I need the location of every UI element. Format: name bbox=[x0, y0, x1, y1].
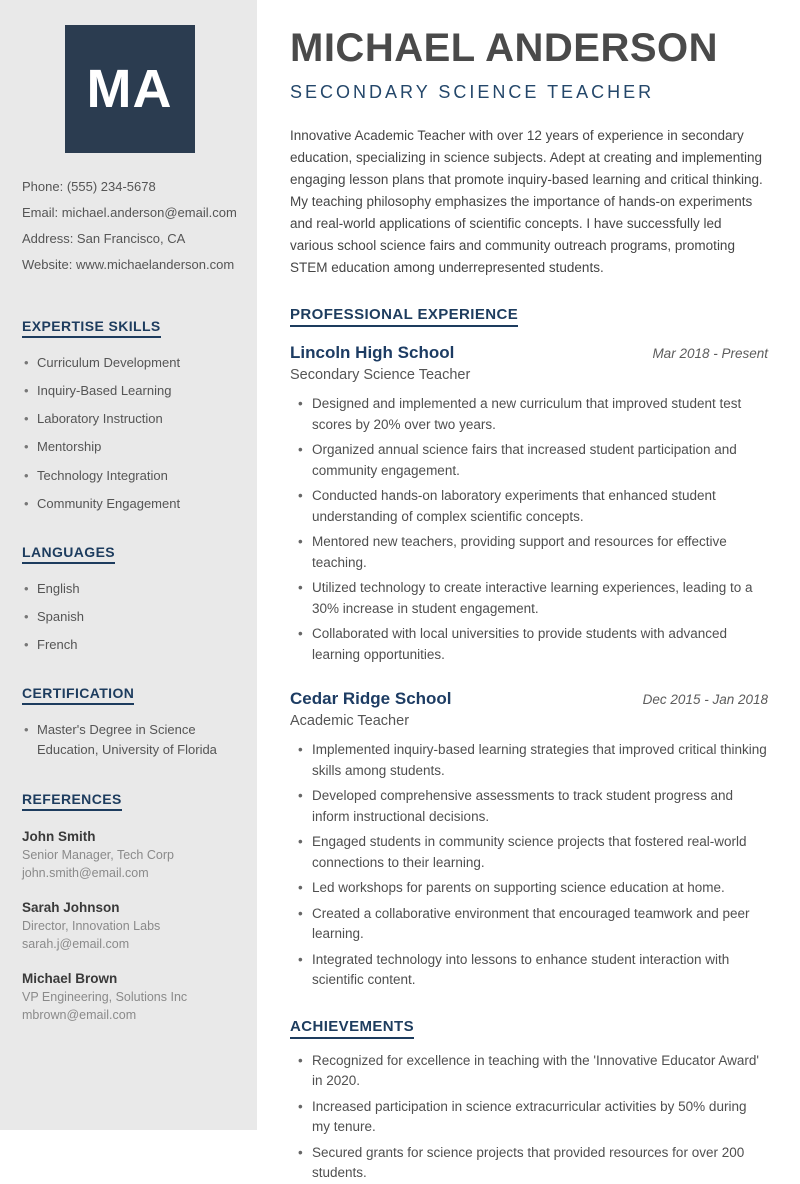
job-bullet: • Engaged students in community science projects that fostered real-world connections to their learning. bbox=[290, 832, 768, 873]
job-bullet: • Mentored new teachers, providing support and resources for effective teaching. bbox=[290, 532, 768, 573]
achievement-item: • Secured grants for science projects that provided resources for over 200 students. bbox=[290, 1143, 768, 1184]
certification-list bbox=[22, 720, 237, 760]
job-header bbox=[290, 343, 768, 363]
job-bullet: • Created a collaborative environment that encouraged teamwork and peer learning. bbox=[290, 904, 768, 945]
certification-heading: CERTIFICATION bbox=[22, 685, 134, 705]
contact-phone: Phone: (555) 234-5678 bbox=[22, 179, 156, 194]
section-languages bbox=[22, 544, 237, 655]
reference-name: John Smith bbox=[22, 828, 96, 844]
contact-email: Email: michael.anderson@email.com bbox=[22, 205, 237, 220]
skill-item: • Technology Integration bbox=[22, 466, 237, 486]
job-bullet-list bbox=[290, 740, 768, 991]
professional-experience-heading: PROFESSIONAL EXPERIENCE bbox=[290, 306, 518, 327]
languages-list bbox=[22, 579, 237, 655]
reference-entry bbox=[22, 898, 237, 953]
references-heading: REFERENCES bbox=[22, 791, 122, 811]
profile-summary: Innovative Academic Teacher with over 12 years of experience in secondary education, specializing in science subjects. Adept at creating and implementing engaging lesson plans that promote inquiry-based learning and critical thinking. My teaching philosophy emphasizes the importance of hands-on experiments and real-world applications of scientific concepts. I have successfully led various school science fairs and community outreach programs, promoting STEM education among underrepresented students. bbox=[290, 128, 763, 275]
reference-name: Michael Brown bbox=[22, 970, 118, 986]
monogram-avatar bbox=[65, 25, 195, 153]
reference-entry bbox=[22, 969, 237, 1024]
job-header bbox=[290, 689, 768, 709]
job-bullet: • Designed and implemented a new curriculum that improved student test scores by 20% over two years. bbox=[290, 394, 768, 435]
section-certification bbox=[22, 685, 237, 760]
skill-item: • Community Engagement bbox=[22, 494, 237, 514]
certification-item: • Master's Degree in Science Education, University of Florida bbox=[22, 720, 237, 760]
achievement-item: • Increased participation in science extracurricular activities by 50% during my tenure. bbox=[290, 1097, 768, 1138]
reference-email: sarah.j@email.com bbox=[22, 936, 130, 951]
candidate-name: MICHAEL ANDERSON bbox=[290, 26, 719, 70]
company-name: Cedar Ridge School bbox=[290, 689, 452, 709]
language-item: • English bbox=[22, 579, 237, 599]
reference-role: Director, Innovation Labs bbox=[22, 918, 161, 933]
job-dates: Mar 2018 - Present bbox=[652, 346, 768, 361]
achievements-heading: ACHIEVEMENTS bbox=[290, 1018, 414, 1039]
job-bullet: • Implemented inquiry-based learning strategies that improved critical thinking skills among students. bbox=[290, 740, 768, 781]
language-item: • Spanish bbox=[22, 607, 237, 627]
section-achievements bbox=[290, 1018, 768, 1039]
contact-website: Website: www.michaelanderson.com bbox=[22, 257, 235, 272]
candidate-job-title: SECONDARY SCIENCE TEACHER bbox=[290, 82, 655, 102]
job-entry bbox=[290, 343, 768, 665]
job-bullet: • Collaborated with local universities to provide students with advanced learning opportunities. bbox=[290, 624, 768, 665]
skill-item: • Inquiry-Based Learning bbox=[22, 381, 237, 401]
expertise-skills-list bbox=[22, 353, 237, 514]
languages-heading: LANGUAGES bbox=[22, 544, 115, 564]
section-professional-experience bbox=[290, 306, 768, 327]
section-expertise-skills bbox=[22, 318, 237, 514]
reference-role: VP Engineering, Solutions Inc bbox=[22, 989, 188, 1004]
job-entry bbox=[290, 689, 768, 991]
reference-name: Sarah Johnson bbox=[22, 899, 120, 915]
language-item: • French bbox=[22, 635, 237, 655]
job-bullet: • Led workshops for parents on supporting science education at home. bbox=[290, 878, 768, 899]
contact-info bbox=[22, 174, 237, 278]
job-bullet: • Conducted hands-on laboratory experiments that enhanced student understanding of complex scientific concepts. bbox=[290, 486, 768, 527]
company-name: Lincoln High School bbox=[290, 343, 455, 362]
achievement-item: • Recognized for excellence in teaching with the 'Innovative Educator Award' in 2020. bbox=[290, 1051, 768, 1092]
contact-address: Address: San Francisco, CA bbox=[22, 231, 186, 246]
section-references bbox=[22, 791, 237, 1024]
job-dates: Dec 2015 - Jan 2018 bbox=[642, 692, 768, 708]
achievements-list bbox=[290, 1051, 768, 1184]
job-bullet: • Utilized technology to create interactive learning experiences, leading to a 30% increase in student engagement. bbox=[290, 578, 768, 619]
job-bullet-list bbox=[290, 394, 768, 665]
sidebar bbox=[0, 0, 257, 1130]
job-bullet: • Organized annual science fairs that increased student participation and community engagement. bbox=[290, 440, 768, 481]
reference-email: mbrown@email.com bbox=[22, 1007, 137, 1022]
expertise-skills-heading: EXPERTISE SKILLS bbox=[22, 318, 161, 338]
job-bullet: • Integrated technology into lessons to enhance student interaction with scientific content. bbox=[290, 950, 768, 991]
reference-entry bbox=[22, 827, 237, 882]
reference-email: john.smith@email.com bbox=[22, 865, 149, 880]
job-role: Academic Teacher bbox=[290, 713, 410, 730]
skill-item: • Curriculum Development bbox=[22, 353, 237, 373]
reference-role: Senior Manager, Tech Corp bbox=[22, 847, 174, 862]
monogram-initials: MA bbox=[86, 59, 173, 119]
job-bullet: • Developed comprehensive assessments to track student progress and inform instructional decisions. bbox=[290, 786, 768, 827]
skill-item: • Laboratory Instruction bbox=[22, 409, 237, 429]
job-role: Secondary Science Teacher bbox=[290, 367, 471, 383]
main-content bbox=[257, 0, 800, 1181]
skill-item: • Mentorship bbox=[22, 437, 237, 457]
